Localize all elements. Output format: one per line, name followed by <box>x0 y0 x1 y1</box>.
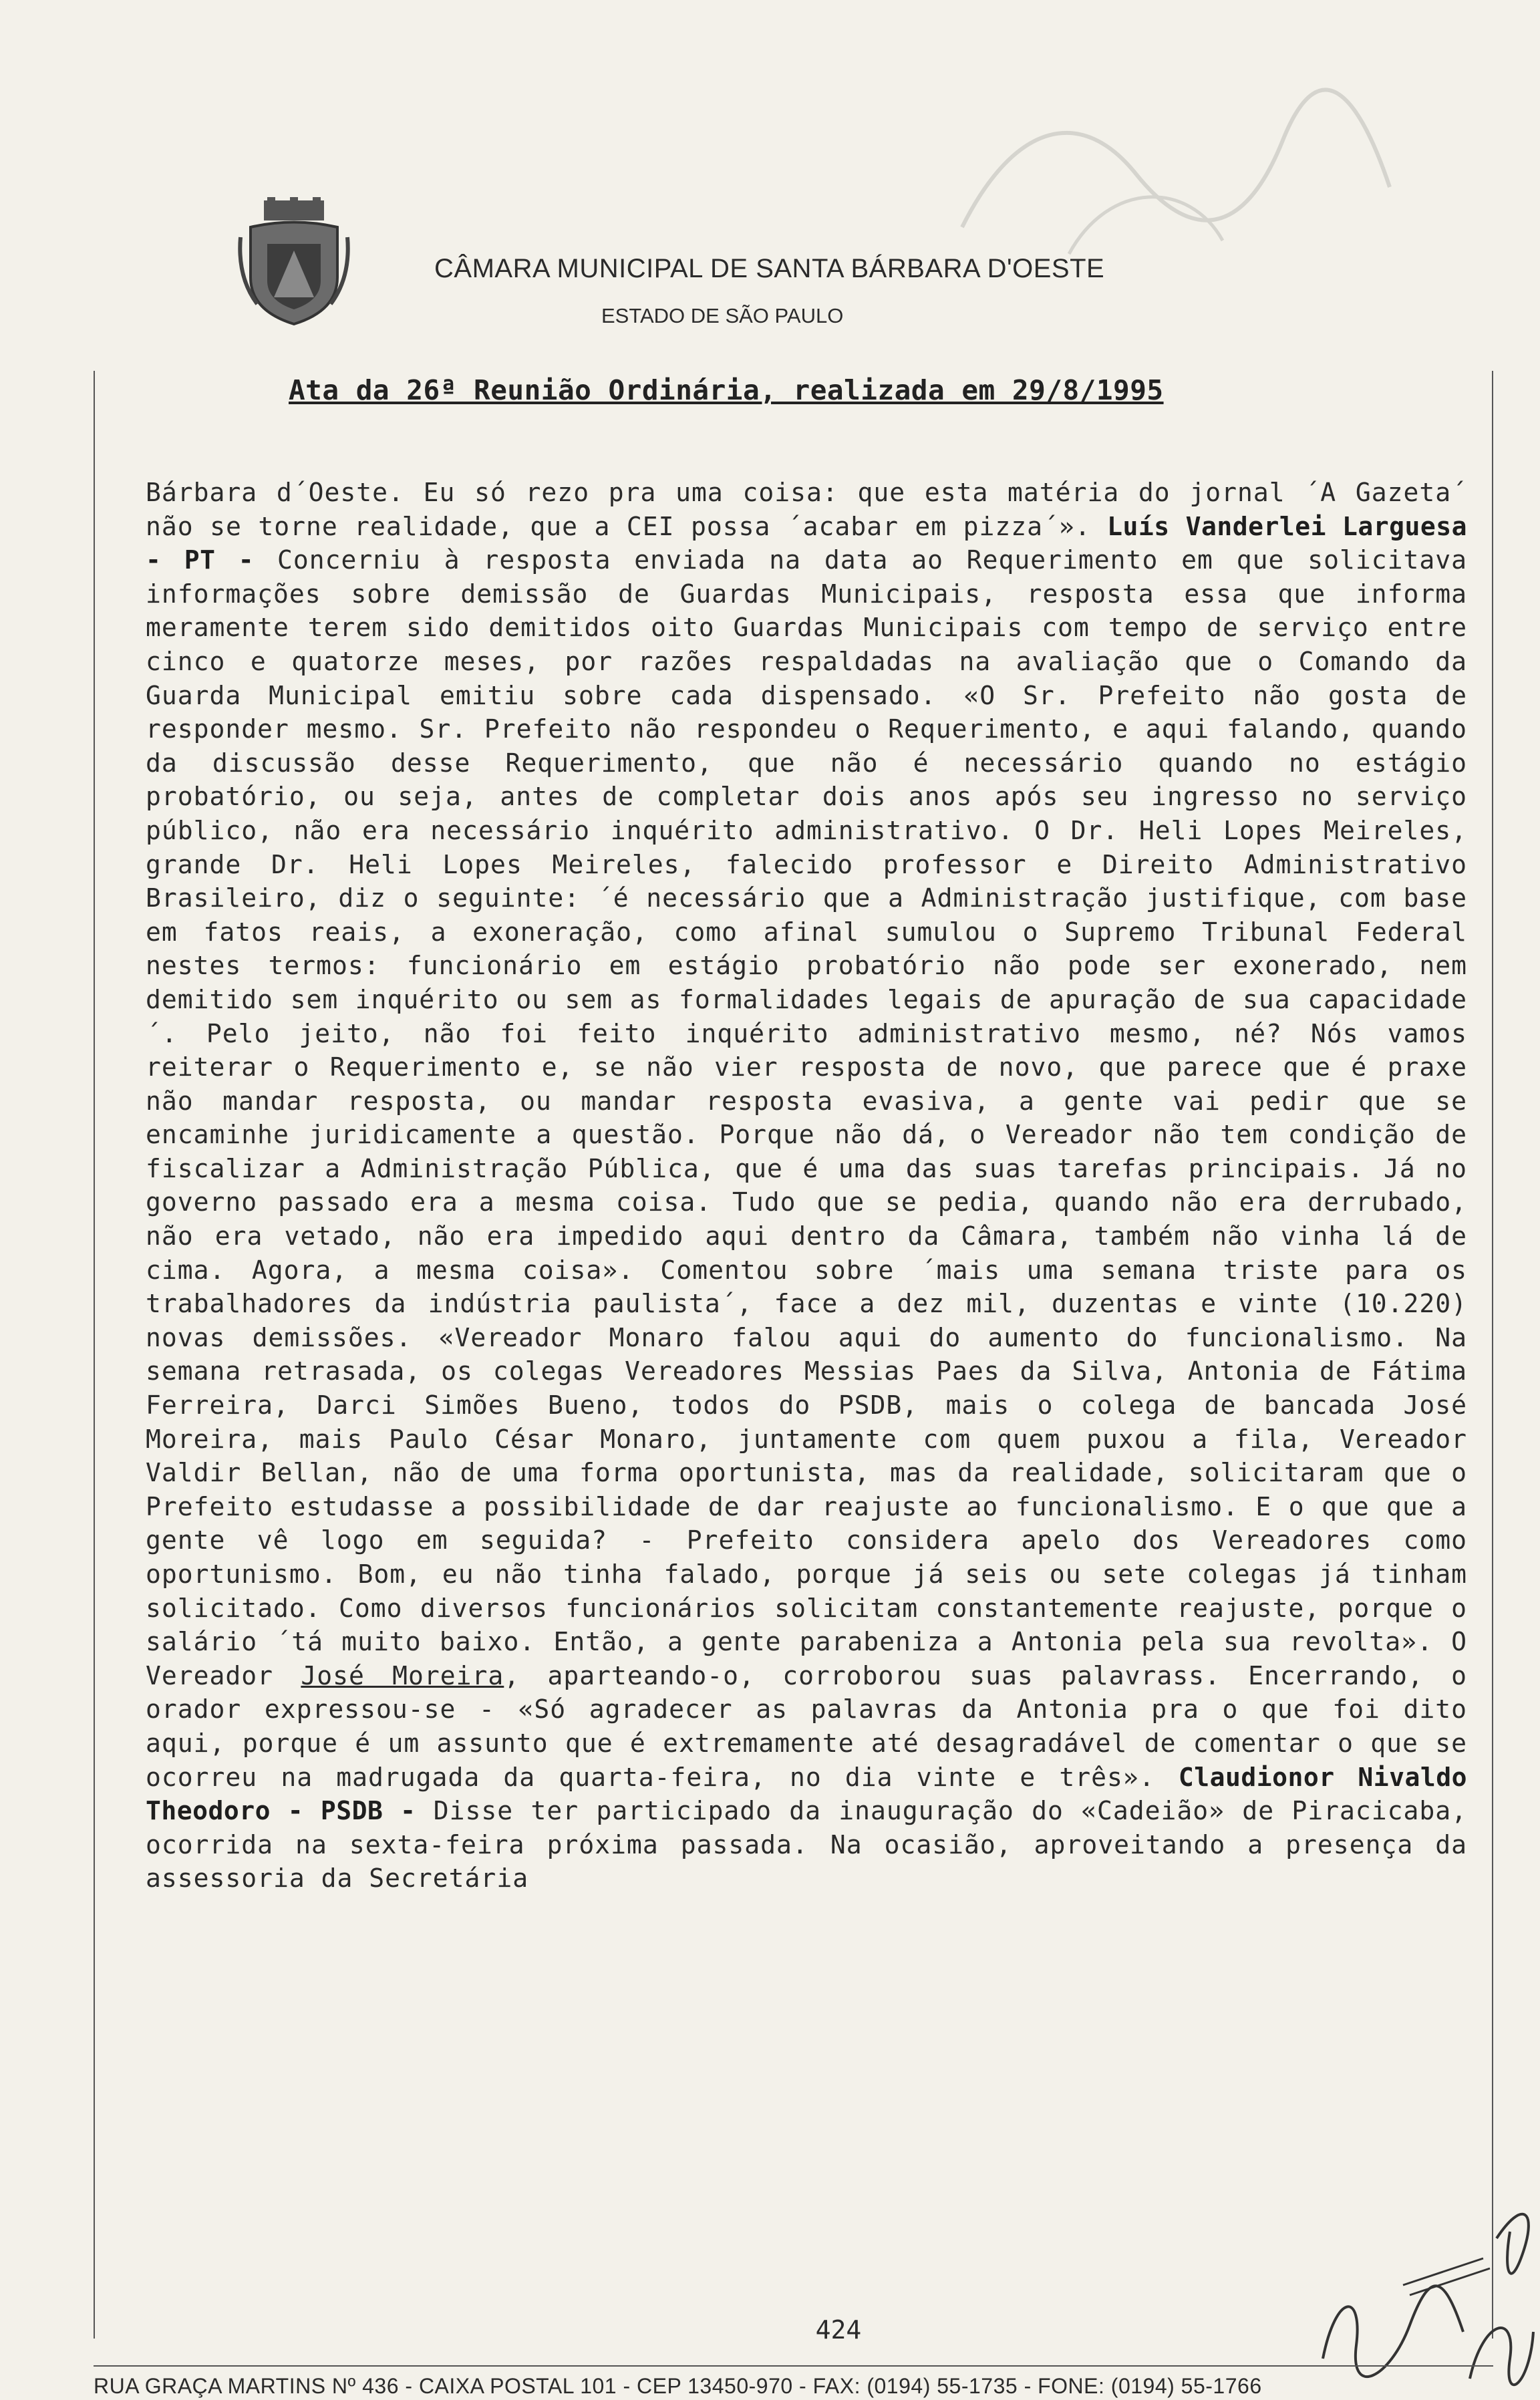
minutes-paragraph <box>146 476 1467 1896</box>
handwritten-signature-icon <box>1310 2158 1537 2395</box>
state-name: ESTADO DE SÃO PAULO <box>601 304 844 327</box>
body-text-part-1: Bárbara d´Oeste. Eu só rezo pra uma coisa: que esta matéria do jornal ´A Gazeta´ não se torne realidade, que a CEI possa ´acabar em pizza´». <box>146 478 1467 541</box>
underlined-name: José Moreira <box>301 1660 504 1690</box>
speaker-name: Claudionor Nivaldo Theodoro - PSDB - <box>146 1762 1467 1826</box>
body-text-part-3: , aparteando-o, corroborou suas palavrass. Encerrando, o orador expressou-se - «Só agradecer as palavras da Antonia pra o que foi dito aqui, porque é um assunto que é extremamente até desagradável de comentar o que se ocorreu na madrugada da quarta-feira, no dia vinte e três». <box>146 1660 1467 1792</box>
footer-rule <box>94 2365 1493 2367</box>
right-margin-line <box>1492 371 1493 2339</box>
minutes-body <box>146 476 1467 1896</box>
bleed-through-signature-icon <box>935 80 1403 281</box>
municipal-crest-icon <box>237 197 351 327</box>
page-number: 424 <box>815 2315 862 2345</box>
speaker-name: Luís Vanderlei Larguesa - PT - <box>146 511 1467 575</box>
body-text-part-4: Disse ter participado da inauguração do «Cadeião» de Piracicaba, ocorrida na sexta-feira próxima passada. Na ocasião, aproveitando a presença da assessoria da Secretária <box>146 1796 1467 1894</box>
body-text-part-2: Concerniu à resposta enviada na data ao Requerimento em que solicitava informações sobre demissão de Guardas Municipais, resposta essa que informa meramente terem sido demitidos oito Guardas Municipais com tempo de serviço entre cinco e quatorze meses, por razões respaldadas na avaliação que o Comando da Guarda Municipal emitiu sobre cada dispensado. «O Sr. Prefeito não gosta de responder mesmo. Sr. Prefeito não respondeu o Requerimento, e aqui falando, quando da discussão desse Requerimento, que não é necessário quando no estágio probatório, ou seja, antes de completar dois anos após seu ingresso no serviço público, não era necessário inquérito administrativo. O Dr. Heli Lopes Meireles, grande Dr. Heli Lopes Meireles, falecido professor e Direito Administrativo Brasileiro, diz o seguinte: ´é necessário que a Administração justifique, com base em fatos reais, a exoneração, como afinal sumulou o Supremo Tribunal Federal nestes termos: funcionário em estágio probatório não pode ser exonerado, nem demitido sem inquérito ou sem as formalidades legais de apuração de sua capacidade´. Pelo jeito, não foi feito inquérito administrativo mesmo, né? Nós vamos reiterar o Requerimento e, se não vier resposta de novo, que parece que é praxe não mandar resposta, ou mandar resposta evasiva, a gente vai pedir que se encaminhe juridicamente a questão. Porque não dá, o Vereador não tem condição de fiscalizar a Administração Pública, que é uma das suas tarefas principais. Já no governo passado era a mesma coisa. Tudo que se pedia, quando não era derrubado, não era vetado, não era impedido aqui dentro da Câmara, também não vinha lá de cima. Agora, a mesma coisa». Comentou sobre ´mais uma semana triste para os trabalhadores da indústria paulista´, face a dez mil, duzentas e vinte (10.220) novas demissões. «Vereador Monaro falou aqui do aumento do funcionalismo. Na semana retrasada, os colegas Vereadores Messias Paes da Silva, Antonia de Fátima Ferreira, Darci Simões Bueno, todos do PSDB, mais o colega de bancada José Moreira, mais Paulo César Monaro, juntamente com quem puxou a fila, Vereador Valdir Bellan, não de uma forma oportunista, mas da realidade, solicitaram que o Prefeito estudasse a possibilidade de dar reajuste ao funcionalismo. E o que que a gente vê logo em seguida? - Prefeito considera apelo dos Vereadores como oportunismo. Bom, eu não tinha falado, porque já seis ou sete colegas já tinham solicitado. Como diversos funcionários solicitam constantemente reajuste, porque o salário ´tá muito baixo. Então, a gente parabeniza a Antonia pela sua revolta». O Vereador <box>146 545 1467 1690</box>
footer-address: RUA GRAÇA MARTINS Nº 436 - CAIXA POSTAL 101 - CEP 13450-970 - FAX: (0194) 55-1735 - FONE: (0194) 55-1766 <box>94 2374 1262 2398</box>
minutes-title: Ata da 26ª Reunião Ordinária, realizada em 29/8/1995 <box>289 374 1164 406</box>
chamber-name: CÂMARA MUNICIPAL DE SANTA BÁRBARA D'OESTE <box>434 254 1105 283</box>
left-margin-line <box>94 371 95 2339</box>
